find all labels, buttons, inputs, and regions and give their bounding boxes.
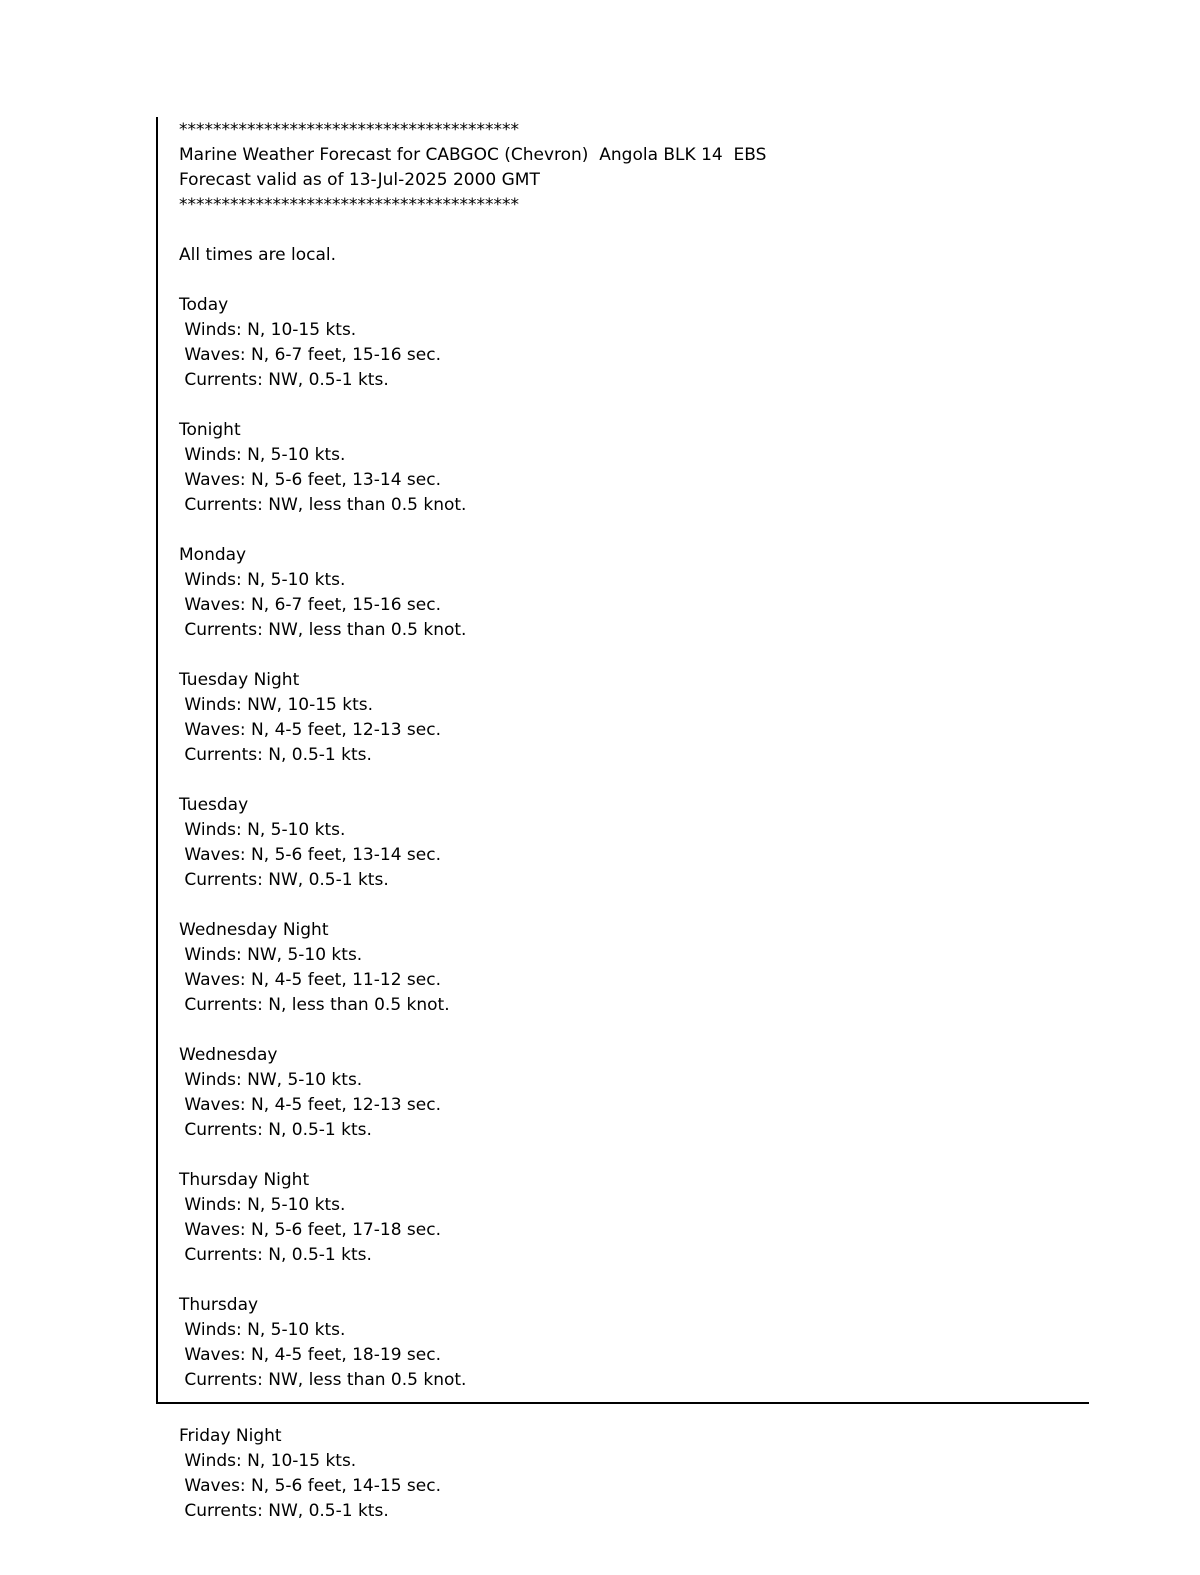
section-currents-line: Currents: N, less than 0.5 knot.: [179, 995, 450, 1015]
separator-line-top: ****************************************: [179, 120, 519, 140]
section-day-label: Tuesday: [179, 795, 249, 815]
section-waves-line: Waves: N, 6-7 feet, 15-16 sec.: [179, 595, 441, 615]
section-winds-line: Winds: N, 5-10 kts.: [179, 445, 346, 465]
blank-line: [179, 768, 1139, 793]
blank-line: [179, 1393, 1139, 1418]
blank-line: [179, 643, 1139, 668]
section-currents-line: Currents: NW, less than 0.5 knot.: [179, 1370, 467, 1390]
blank-line: [179, 1143, 1139, 1168]
section-currents-line: Currents: NW, less than 0.5 knot.: [179, 495, 467, 515]
forecast-sections: [179, 293, 1139, 1418]
section-waves-line: Waves: N, 5-6 feet, 14-15 sec.: [179, 1476, 441, 1496]
section-currents-line: Currents: N, 0.5-1 kts.: [179, 1120, 372, 1140]
section-waves-line: Waves: N, 6-7 feet, 15-16 sec.: [179, 345, 441, 365]
section-day-label: Thursday: [179, 1295, 259, 1315]
document-content: [179, 118, 1139, 1549]
times-note: All times are local.: [179, 245, 337, 265]
blank-line: [179, 518, 1139, 543]
section-day-label: Wednesday Night: [179, 920, 329, 940]
section-day-label: Today: [179, 295, 229, 315]
section-waves-line: Waves: N, 4-5 feet, 12-13 sec.: [179, 1095, 441, 1115]
section-currents-line: Currents: NW, 0.5-1 kts.: [179, 1501, 389, 1521]
section-winds-line: Winds: N, 5-10 kts.: [179, 570, 346, 590]
section-waves-line: Waves: N, 4-5 feet, 12-13 sec.: [179, 720, 441, 740]
section-winds-line: Winds: N, 5-10 kts.: [179, 1320, 346, 1340]
forecast-section: [179, 543, 1139, 668]
section-winds-line: Winds: NW, 10-15 kts.: [179, 695, 374, 715]
forecast-section: [179, 1168, 1139, 1293]
blank-line: [179, 1018, 1139, 1043]
section-day-label: Tonight: [179, 420, 241, 440]
section-winds-line: Winds: NW, 5-10 kts.: [179, 1070, 363, 1090]
section-winds-line: Winds: N, 10-15 kts.: [179, 320, 357, 340]
forecast-section: [179, 418, 1139, 543]
document-title: Marine Weather Forecast for CABGOC (Chevron) Angola BLK 14 EBS: [179, 145, 767, 165]
section-day-label: Thursday Night: [179, 1170, 310, 1190]
section-winds-line: Winds: NW, 5-10 kts.: [179, 945, 363, 965]
forecast-section: [179, 293, 1139, 418]
blank-line: [179, 268, 1139, 293]
section-waves-line: Waves: N, 5-6 feet, 13-14 sec.: [179, 845, 441, 865]
section-currents-line: Currents: NW, 0.5-1 kts.: [179, 870, 389, 890]
blank-line: [179, 893, 1139, 918]
section-waves-line: Waves: N, 4-5 feet, 18-19 sec.: [179, 1345, 441, 1365]
blank-line: [179, 1524, 1139, 1549]
section-currents-line: Currents: NW, 0.5-1 kts.: [179, 370, 389, 390]
section-waves-line: Waves: N, 5-6 feet, 17-18 sec.: [179, 1220, 441, 1240]
section-currents-line: Currents: N, 0.5-1 kts.: [179, 1245, 372, 1265]
blank-line: [179, 1268, 1139, 1293]
section-day-label: Monday: [179, 545, 247, 565]
section-day-label: Tuesday Night: [179, 670, 300, 690]
section-currents-line: Currents: NW, less than 0.5 knot.: [179, 620, 467, 640]
forecast-section: [179, 793, 1139, 918]
blank-line: [179, 218, 1139, 243]
section-winds-line: Winds: N, 10-15 kts.: [179, 1451, 357, 1471]
blank-line: [179, 393, 1139, 418]
forecast-validity: Forecast valid as of 13-Jul-2025 2000 GMT: [179, 170, 540, 190]
section-day-label: Friday Night: [179, 1426, 282, 1446]
section-waves-line: Waves: N, 4-5 feet, 11-12 sec.: [179, 970, 441, 990]
section-waves-line: Waves: N, 5-6 feet, 13-14 sec.: [179, 470, 441, 490]
separator-line-bottom: ****************************************: [179, 195, 519, 215]
section-currents-line: Currents: N, 0.5-1 kts.: [179, 745, 372, 765]
forecast-section: [179, 918, 1139, 1043]
forecast-section: [179, 1043, 1139, 1168]
section-winds-line: Winds: N, 5-10 kts.: [179, 1195, 346, 1215]
forecast-section: [179, 1293, 1139, 1418]
forecast-section: [179, 1424, 1139, 1549]
forecast-section: [179, 668, 1139, 793]
forecast-sections-after-break: [179, 1424, 1139, 1549]
section-winds-line: Winds: N, 5-10 kts.: [179, 820, 346, 840]
section-day-label: Wednesday: [179, 1045, 278, 1065]
